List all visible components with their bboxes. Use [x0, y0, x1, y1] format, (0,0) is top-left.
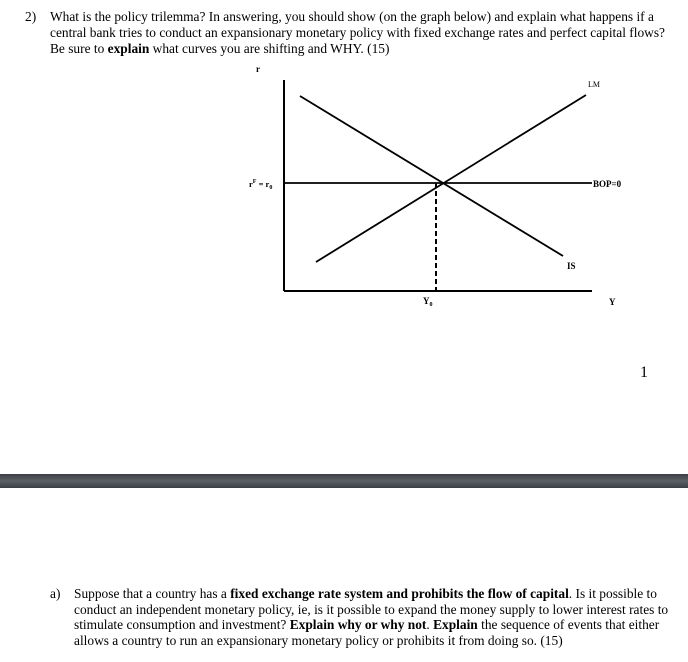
rate-label-eq: = r [256, 179, 270, 189]
output-label [423, 296, 433, 308]
question-2-number: 2) [25, 9, 37, 24]
x-axis-label: Y [609, 297, 616, 307]
question-2-bold-explain: explain [107, 41, 150, 56]
page-number: 1 [640, 364, 648, 381]
question-a-text-3: . [426, 617, 434, 633]
question-a-text-1: Suppose that a country has a [74, 586, 231, 601]
question-a-text [74, 586, 674, 648]
rate-label-sub: 0 [269, 185, 273, 191]
question-a-bold-3: Explain [433, 617, 478, 633]
output-label-base: Y [423, 296, 430, 306]
question-a-text-4: the sequence of events that either allows a country to run an expansionary monetary policy or prohibits it from doing so. (15) [74, 617, 660, 648]
page-divider [0, 474, 688, 488]
lm-label: LM [588, 80, 600, 89]
lm-curve [316, 95, 586, 262]
is-label: IS [567, 261, 576, 271]
question-a-number: a) [50, 586, 61, 601]
question-a-bold-1: fixed exchange rate system and prohibits the flow of capital [230, 586, 569, 601]
is-curve [300, 96, 563, 256]
y-axis-label: r [256, 64, 260, 74]
rate-label [249, 179, 272, 191]
bop-label: BOP=0 [593, 179, 622, 189]
rate-label-sup: F [252, 179, 257, 185]
is-lm-bop-graph [0, 0, 688, 330]
question-a-bold-2: Explain why or why not [289, 617, 427, 633]
rate-label-base: r [249, 179, 253, 189]
question-2-text-part1: What is the policy trilemma? In answering, you should show (on the graph below) and explain what happens if a central bank tries to conduct an expansionary monetary policy with fixed exchange rates and perfect capital flows? Be sure to [50, 9, 665, 56]
question-a-text-2: . Is it possible to conduct an independent monetary policy, ie, is it possible to expand the money supply to lower interest rates to stimulate consumption and investment? [74, 586, 669, 633]
output-label-sub: 0 [429, 302, 433, 308]
question-2-text-part2: what curves you are shifting and WHY. (15) [149, 41, 390, 56]
